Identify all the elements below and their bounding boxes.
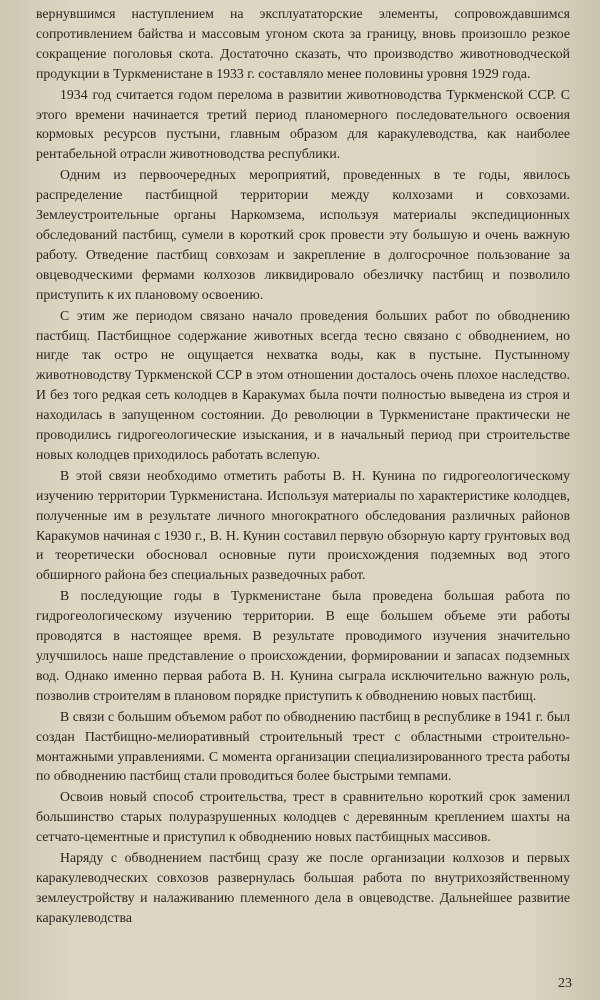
- body-text: [36, 4, 570, 928]
- paragraph-2: 1934 год считается годом перелома в развитии животноводства Туркменской ССР. С этого времени начинается третий период планомерного последовательного освоения кормовых ресурсов пустыни, главным образом для каракулеводства, как наиболее рентабельной отрасли животноводства республики.: [36, 86, 570, 162]
- paragraph-9: Наряду с обводнением пастбищ сразу же после организации колхозов и первых каракулеводческих совхозов развернулась большая работа по внутрихозяйственному землеустройству и налаживанию племенного дела в овцеводстве. Дальнейшее развитие каракулеводства: [36, 850, 570, 925]
- page-number: 23: [558, 976, 572, 991]
- paragraph-6: В последующие годы в Туркменистане была проведена большая работа по гидрогеологическому изучению территории. В еще большем объеме эти работы проводятся в настоящее время. В результате проводимого изучения значительно улучшилось наше представление о происхождении, формировании и запасах подземных вод. Однако именно первая работа В. Н. Кунина сыграла исключительно важную роль, позволив строителям в плановом порядке приступить к обводнению новых пастбищ.: [36, 588, 570, 703]
- paragraph-5: В этой связи необходимо отметить работы В. Н. Кунина по гидрогеологическому изучению территории Туркменистана. Используя материалы по характеристике колодцев, полученные им в результате личного многократного обследования различных районов Каракумов начиная с 1930 г., В. Н. Кунин составил первую обзорную карту грунтовых вод и теоретически обосновал основные пути происхождения подземных вод этого обширного района без специальных разведочных работ.: [36, 467, 570, 583]
- paragraph-3: Одним из первоочередных мероприятий, проведенных в те годы, явилось распределение пастбищной территории между колхозами и совхозами. Землеустроительные органы Наркомзема, используя материалы экспедиционных обследований пастбищ, сумели в короткий срок провести эту большую и очень важную работу. Отведение пастбищ совхозам и закрепление в долгосрочное пользование за овцеводческими фермами колхозов ликвидировало обезличку пастбищ и позволило приступить к их плановому освоению.: [36, 167, 570, 302]
- paragraph-8: Освоив новый способ строительства, трест в сравнительно короткий срок заменил большинство старых полуразрушенных колодцев с деревянным креплением шахты на сетчато-цементные и приступил к обводнению новых пастбищных массивов.: [36, 789, 570, 845]
- paragraph-7: В связи с большим объемом работ по обводнению пастбищ в республике в 1941 г. был создан Пастбищно-мелиоративный строительный трест с областными строительно-монтажными управлениями. С момента организации специализированного треста работы по обводнению пастбищ стали проводиться более быстрыми темпами.: [36, 708, 570, 784]
- paragraph-4: С этим же периодом связано начало проведения больших работ по обводнению пастбищ. Пастбищное содержание животных всегда тесно связано с обводнением, но нигде так остро не ощущается нехватка воды, как в пустыне. Пустынному животноводству Туркменской ССР в этом отношении досталось очень плохое наследство. И без того редкая сеть колодцев в Каракумах была почти полностью выведена из строя и находилась в запущенном состоянии. До революции в Туркменистане практически не проводились гидрогеологические изыскания, и в начальный период при строительстве новых колодцев приходилось работать вслепую.: [36, 307, 570, 462]
- paragraph-1: вернувшимся наступлением на эксплуататорские элементы, сопровождавшимся сопротивлением байства и массовым угоном скота за границу, вновь произошло резкое сокращение поголовья скота. Достаточно сказать, что производство животноводческой продукции в Туркменистане в 1933 г. составляло менее половины уровня 1929 года.: [36, 6, 570, 81]
